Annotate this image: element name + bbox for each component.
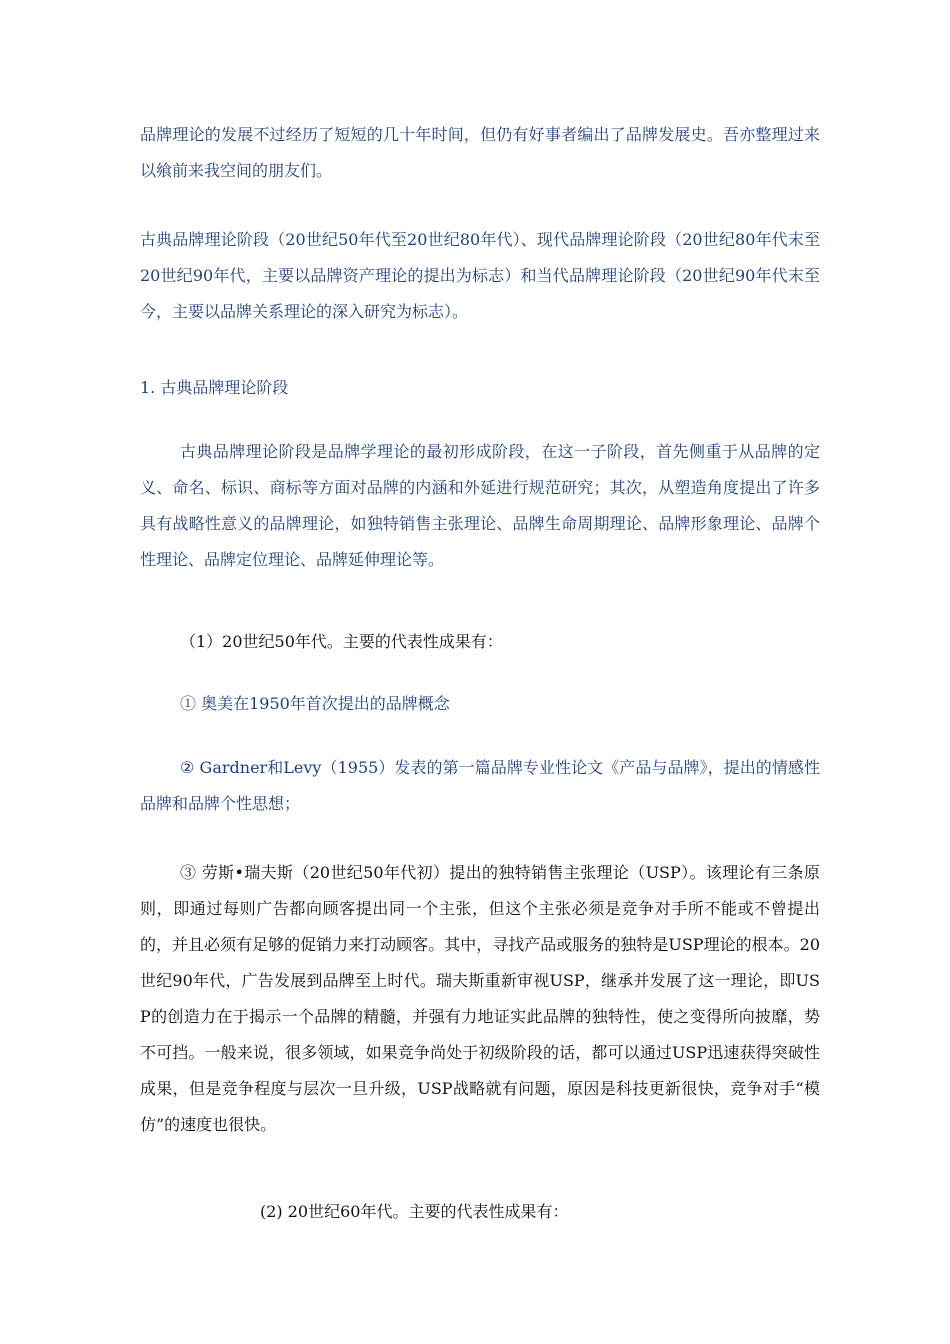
intro-paragraph: 品牌理论的发展不过经历了短短的几十年时间，但仍有好事者编出了品牌发展史。吾亦整理过来以飨前来我空间的朋友们。 [140,125,820,180]
subsection1-heading: （1）20世纪50年代。主要的代表性成果有： [180,632,503,651]
list-item-1: ① 奥美在1950年首次提出的品牌概念 [180,694,450,713]
section1-heading: 1. 古典品牌理论阶段 [140,378,289,397]
list-item-3: ③ 劳斯•瑞夫斯（20世纪50年代初）提出的独特销售主张理论（USP）。该理论有三条原则，即通过每则广告都向顾客提出同一个主张，但这个主张必须是竞争对手所不能或不曾提出的，并且必须有足够的促销力来打动顾客。其中，寻找产品或服务的独特是USP理论的根本。20世纪90年代，广告发展到品牌至上时代。瑞夫斯重新审视USP，继承并发展了这一理论，即USP的创造力在于揭示一个品牌的精髓，并强有力地证实此品牌的独特性，使之变得所向披靡，势不可挡。一般来说，很多领域，如果竞争尚处于初级阶段的话，都可以通过USP迅速获得突破性成果，但是竞争程度与层次一旦升级，USP战略就有问题，原因是科技更新很快，竞争对手“模仿”的速度也很快。 [140,863,820,1134]
stages-paragraph: 古典品牌理论阶段（20世纪50年代至20世纪80年代）、现代品牌理论阶段（20世纪80年代末至20世纪90年代，主要以品牌资产理论的提出为标志）和当代品牌理论阶段（20世纪90年代末至今，主要以品牌关系理论的深入研究为标志）。 [140,230,820,321]
subsection2-heading: (2) 20世纪60年代。主要的代表性成果有： [260,1202,569,1221]
section1-body-paragraph: 古典品牌理论阶段是品牌学理论的最初形成阶段，在这一子阶段，首先侧重于从品牌的定义、命名、标识、商标等方面对品牌的内涵和外延进行规范研究；其次，从塑造角度提出了许多具有战略性意义的品牌理论，如独特销售主张理论、品牌生命周期理论、品牌形象理论、品牌个性理论、品牌定位理论、品牌延伸理论等。 [140,442,820,569]
list-item-2: ② Gardner和Levy（1955）发表的第一篇品牌专业性论文《产品与品牌》，提出的情感性品牌和品牌个性思想； [140,758,820,813]
